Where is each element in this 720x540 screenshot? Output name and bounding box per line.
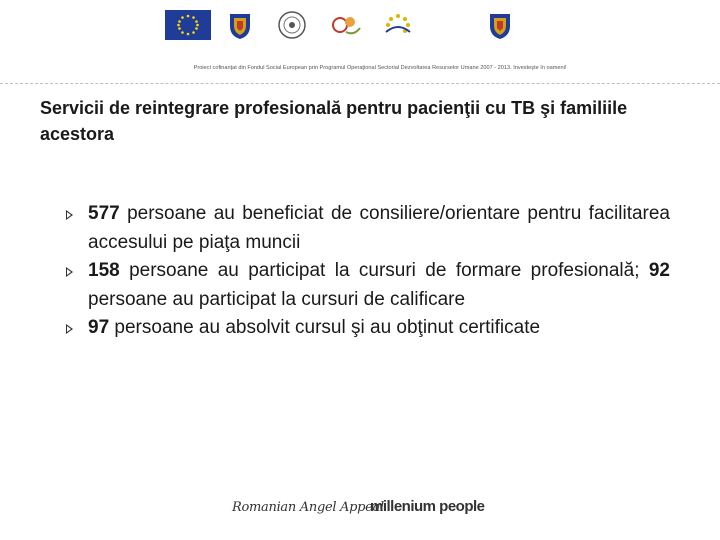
bullet-text-secondary: persoane au participat la cursuri de calificare	[88, 288, 466, 310]
slide-title: Servicii de reintegrare profesională pentru pacienţii cu TB şi familiile acestora	[40, 98, 628, 144]
partner-logos-row	[0, 10, 720, 54]
fse-logo	[368, 10, 428, 42]
millenium-people-logo: millenium people	[370, 498, 485, 515]
bullet-number: 97	[88, 317, 110, 338]
bullet-list	[64, 200, 670, 343]
bullet-text: persoane au beneficiat de consiliere/orientare pentru facilitarea accesului pe piaţa muncii	[88, 203, 670, 253]
bullet-item	[64, 314, 670, 343]
eu-flag-logo	[158, 10, 218, 42]
romanian-angel-appeal-logo: Romanian Angel Appeal	[232, 500, 384, 515]
header-divider	[0, 83, 720, 84]
bullet-number: 577	[88, 203, 120, 224]
bullet-text: persoane au absolvit cursul şi au obţinut certificate	[109, 317, 541, 338]
bullet-number-secondary: 92	[648, 260, 670, 281]
bullet-item	[64, 257, 670, 314]
agency-logo	[316, 10, 376, 42]
government-coat-of-arms-logo	[210, 10, 270, 42]
bullet-item	[64, 200, 670, 257]
arrow-bullet-icon	[66, 210, 73, 220]
ministry-seal-logo	[262, 10, 322, 42]
project-funding-line: Proiect cofinanţat din Fondul Social European prin Programul Operaţional Sectorial Dezvoltarea Resurselor Umane 2007 - 2013. Investeşte în oameni!	[193, 65, 567, 71]
bullet-text: persoane au participat la cursuri de formare profesională;	[119, 260, 649, 281]
arrow-bullet-icon	[66, 267, 73, 277]
romania-coat-of-arms-logo	[470, 10, 530, 42]
bullet-number: 158	[88, 260, 120, 281]
arrow-bullet-icon	[66, 324, 73, 334]
